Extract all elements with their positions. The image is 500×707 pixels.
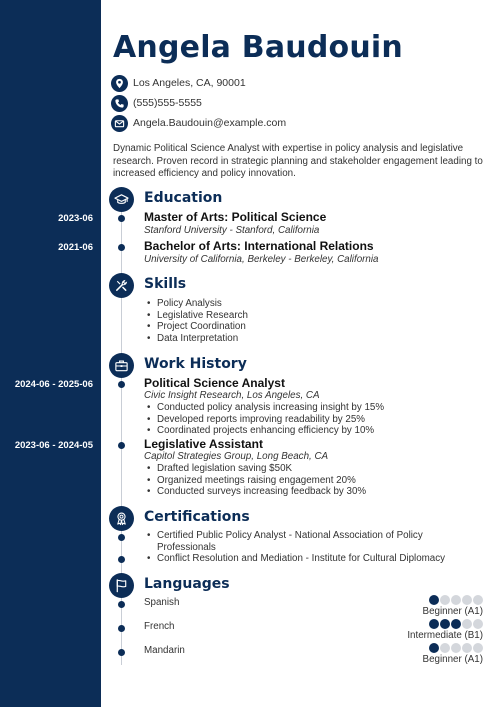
education-date: 2021-06 bbox=[58, 242, 93, 253]
timeline-dot bbox=[118, 244, 125, 251]
language-name: French bbox=[144, 621, 175, 632]
language-rating bbox=[428, 619, 483, 629]
language-rating bbox=[428, 595, 483, 605]
timeline-dot bbox=[118, 381, 125, 388]
timeline-dot bbox=[118, 556, 125, 563]
briefcase-icon bbox=[109, 353, 134, 378]
rating-dot bbox=[473, 595, 483, 605]
phone-icon bbox=[111, 95, 128, 112]
language-level: Beginner (A1) bbox=[422, 654, 483, 665]
language-level: Beginner (A1) bbox=[422, 606, 483, 617]
flag-icon bbox=[109, 573, 134, 598]
candidate-name: Angela Baudouin bbox=[113, 30, 403, 65]
rating-dot bbox=[440, 619, 450, 629]
rating-dot bbox=[440, 643, 450, 653]
rating-dot bbox=[429, 595, 439, 605]
timeline-dot bbox=[118, 215, 125, 222]
tools-icon bbox=[109, 273, 134, 298]
list-item: • Legislative Research bbox=[144, 310, 248, 322]
list-item: • Project Coordination bbox=[144, 321, 248, 333]
timeline-dot bbox=[118, 442, 125, 449]
list-item: • Conducted policy analysis increasing insight by 15% bbox=[144, 402, 384, 414]
rating-dot bbox=[429, 643, 439, 653]
list-item: • Conducted surveys increasing feedback by 30% bbox=[144, 486, 366, 498]
language-name: Mandarin bbox=[144, 645, 185, 656]
list-item: • Conflict Resolution and Mediation - Institute for Cultural Diplomacy bbox=[144, 553, 479, 565]
list-item: • Organized meetings raising engagement 20% bbox=[144, 475, 366, 487]
skills-heading: Skills bbox=[144, 276, 187, 292]
list-item: • Certified Public Policy Analyst - National Association of Policy Professionals bbox=[144, 530, 479, 553]
list-item: • Developed reports improving readability by 25% bbox=[144, 414, 384, 426]
contact-location bbox=[111, 74, 246, 92]
skills-list bbox=[144, 298, 248, 344]
job-bullets bbox=[144, 463, 366, 498]
rating-dot bbox=[429, 619, 439, 629]
language-name: Spanish bbox=[144, 597, 180, 608]
certifications-list bbox=[144, 530, 479, 565]
job-company: Capitol Strategies Group, Long Beach, CA bbox=[144, 451, 329, 462]
work-date: 2024-06 - 2025-06 bbox=[14, 379, 93, 390]
language-level: Intermediate (B1) bbox=[407, 630, 483, 641]
location-icon bbox=[111, 75, 128, 92]
education-degree: Bachelor of Arts: International Relations bbox=[144, 239, 374, 253]
timeline-dot bbox=[118, 534, 125, 541]
education-school: Stanford University - Stanford, California bbox=[144, 225, 320, 236]
list-item: • Coordinated projects enhancing efficiency by 10% bbox=[144, 425, 384, 437]
rating-dot bbox=[473, 619, 483, 629]
list-item: • Policy Analysis bbox=[144, 298, 248, 310]
sidebar bbox=[0, 0, 101, 707]
timeline-dot bbox=[118, 625, 125, 632]
award-ribbon-icon bbox=[109, 506, 134, 531]
list-item: • Drafted legislation saving $50K bbox=[144, 463, 366, 475]
timeline-dot bbox=[118, 649, 125, 656]
location-text: Los Angeles, CA, 90001 bbox=[133, 77, 246, 89]
rating-dot bbox=[462, 595, 472, 605]
phone-text: (555)555-5555 bbox=[133, 97, 202, 109]
email-text[interactable]: Angela.Baudouin@example.com bbox=[133, 117, 287, 129]
contact-phone bbox=[111, 94, 202, 112]
education-date: 2023-06 bbox=[58, 213, 93, 224]
certifications-heading: Certifications bbox=[144, 509, 250, 525]
rating-dot bbox=[462, 643, 472, 653]
rating-dot bbox=[473, 643, 483, 653]
graduation-cap-icon bbox=[109, 187, 134, 212]
work-date: 2023-06 - 2024-05 bbox=[14, 440, 93, 451]
rating-dot bbox=[440, 595, 450, 605]
job-company: Civic Insight Research, Los Angeles, CA bbox=[144, 390, 320, 401]
education-school: University of California, Berkeley - Berkeley, California bbox=[144, 254, 379, 265]
rating-dot bbox=[451, 619, 461, 629]
list-item: • Data Interpretation bbox=[144, 333, 248, 345]
languages-heading: Languages bbox=[144, 576, 230, 592]
language-rating bbox=[428, 643, 483, 653]
contact-email bbox=[111, 114, 286, 132]
job-title: Legislative Assistant bbox=[144, 437, 263, 451]
job-bullets bbox=[144, 402, 384, 437]
work-history-heading: Work History bbox=[144, 356, 247, 372]
professional-summary: Dynamic Political Science Analyst with expertise in policy analysis and legislative research. Proven record in strategic planning and stakeholder engagement leading to increased efficiency and policy innovation. bbox=[113, 143, 483, 179]
rating-dot bbox=[462, 619, 472, 629]
education-degree: Master of Arts: Political Science bbox=[144, 210, 327, 224]
rating-dot bbox=[451, 643, 461, 653]
email-icon bbox=[111, 115, 128, 132]
rating-dot bbox=[451, 595, 461, 605]
education-heading: Education bbox=[144, 190, 223, 206]
timeline-dot bbox=[118, 601, 125, 608]
job-title: Political Science Analyst bbox=[144, 376, 285, 390]
